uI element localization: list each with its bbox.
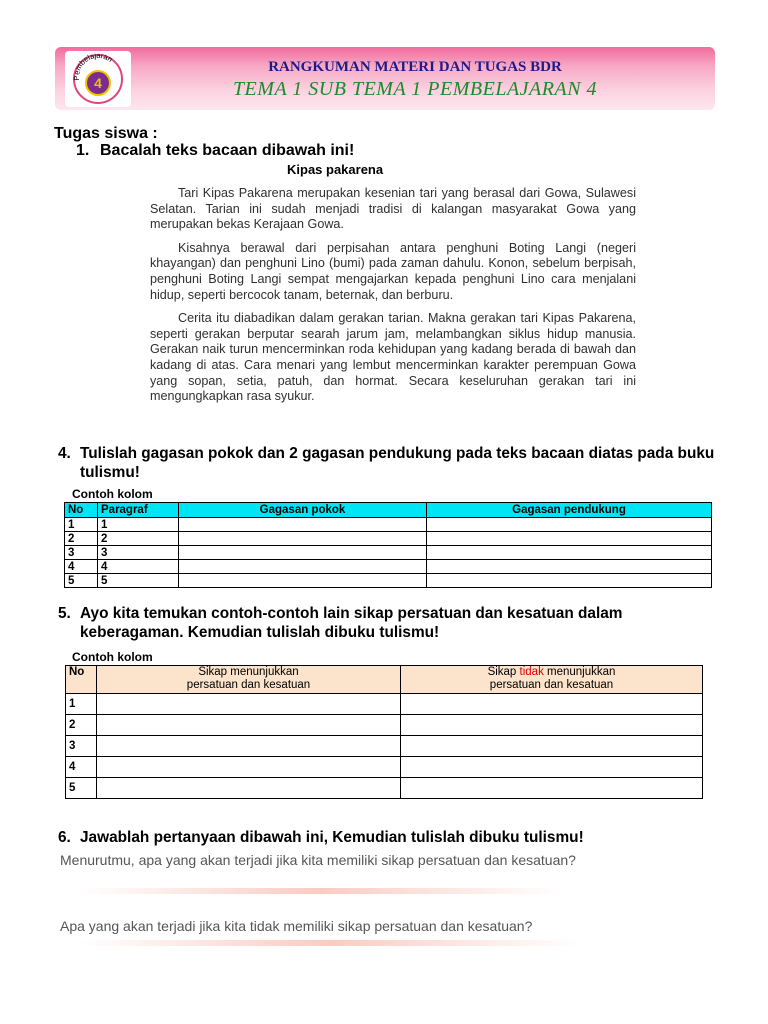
cell-empty[interactable] (427, 546, 712, 560)
cell-empty[interactable] (427, 574, 712, 588)
cell-empty[interactable] (401, 715, 703, 736)
col-gagasan-pendukung: Gagasan pendukung (427, 503, 712, 518)
tugas-label: Tugas siswa : (54, 125, 158, 142)
question-6-number: 6. (58, 829, 71, 846)
table-row (65, 518, 712, 532)
table-row (65, 574, 712, 588)
cell-empty[interactable] (179, 560, 427, 574)
col-gagasan-pokok: Gagasan pokok (179, 503, 427, 518)
cell-paragraf: 2 (98, 532, 179, 546)
cell-no: 5 (65, 574, 98, 588)
story-text (150, 186, 636, 413)
cell-paragraf: 5 (98, 574, 179, 588)
col-no: No (66, 666, 97, 694)
cell-no: 3 (66, 736, 97, 757)
col-no: No (65, 503, 98, 518)
table-row (66, 778, 703, 799)
table-row (65, 560, 712, 574)
col-sikap-tidak-menunjukkan (401, 666, 703, 694)
prompt-1: Menurutmu, apa yang akan terjadi jika kita memiliki sikap persatuan dan kesatuan? (60, 852, 576, 868)
question-5-text: Ayo kita temukan contoh-contoh lain sikap persatuan dan kesatuan dalam keberagaman. Kemudian tulislah dibuku tulismu! (80, 605, 623, 641)
cell-empty[interactable] (179, 546, 427, 560)
table-row (65, 546, 712, 560)
story-paragraph: Cerita itu diabadikan dalam gerakan tarian. Makna gerakan tari Kipas Pakarena, seperti gerakan berputar searah jarum jam, melambangkan siklus hidup manusia. Gerakan naik turun mencerminkan roda kehidupan yang kadang berada di bawah dan kadang di atas. Cara menari yang lembut mencerminkan karakter perempuan Gowa yang sopan, setia, patuh, dan hormat. Secara keseluruhan gerakan tari ini mengungkapkan rasa syukur. (150, 311, 636, 404)
cell-empty[interactable] (427, 518, 712, 532)
cell-paragraf: 3 (98, 546, 179, 560)
table-header-row (66, 666, 703, 694)
cell-empty[interactable] (97, 757, 401, 778)
gagasan-table (64, 502, 712, 588)
question-4-text: Tulislah gagasan pokok dan 2 gagasan pendukung pada teks bacaan diatas pada buku tulismu! (80, 445, 715, 481)
question-1-number: 1. (76, 142, 90, 159)
question-6 (58, 828, 584, 847)
question-1-text: Bacalah teks bacaan dibawah ini! (100, 142, 355, 159)
cell-empty[interactable] (427, 532, 712, 546)
answer-line (80, 940, 580, 946)
table-1-label: Contoh kolom (72, 487, 153, 501)
cell-empty[interactable] (427, 560, 712, 574)
cell-paragraf: 4 (98, 560, 179, 574)
header-banner (55, 47, 715, 110)
col-tidak-line2: persatuan dan kesatuan (489, 679, 614, 691)
cell-empty[interactable] (401, 736, 703, 757)
sikap-table (65, 665, 703, 799)
cell-paragraf: 1 (98, 518, 179, 532)
table-row (65, 532, 712, 546)
question-6-text: Jawablah pertanyaan dibawah ini, Kemudian tulislah dibuku tulismu! (80, 829, 584, 846)
col-tidak-post: menunjukkan (543, 666, 616, 678)
col-sikap-menunjukkan (97, 666, 401, 694)
cell-no: 5 (66, 778, 97, 799)
table-row (66, 715, 703, 736)
answer-line (80, 888, 560, 894)
col-sikap-menunjukkan-line1: Sikap menunjukkan (198, 666, 299, 678)
table-2-label: Contoh kolom (72, 650, 153, 664)
cell-empty[interactable] (179, 574, 427, 588)
cell-no: 4 (66, 757, 97, 778)
prompt-2: Apa yang akan terjadi jika kita tidak memiliki sikap persatuan dan kesatuan? (60, 918, 533, 934)
cell-empty[interactable] (401, 778, 703, 799)
question-1 (76, 142, 354, 160)
story-paragraph: Tari Kipas Pakarena merupakan kesenian tari yang berasal dari Gowa, Sulawesi Selatan. Tarian ini sudah menjadi tradisi di kalangan masyarakat Gowa yang merupakan bekas Kerajaan Gowa. (150, 186, 636, 232)
header-subtitle: TEMA 1 SUB TEMA 1 PEMBELAJARAN 4 (232, 78, 598, 100)
story-paragraph: Kisahnya berawal dari perpisahan antara penghuni Boting Langi (negeri khayangan) dan penghuni Lino (bumi) pada zaman dahulu. Konon, sebelum berpisah, penghuni Boting Langi sempat mengajarkan kepada penghuni Lino cara menjalani hidup, seperti bercocok tanam, beternak, dan berburu. (150, 240, 636, 302)
cell-no: 3 (65, 546, 98, 560)
table-row (66, 757, 703, 778)
header-title: RANGKUMAN MATERI DAN TUGAS BDR (268, 59, 562, 75)
cell-no: 1 (66, 694, 97, 715)
cell-empty[interactable] (401, 757, 703, 778)
cell-no: 1 (65, 518, 98, 532)
question-5-number: 5. (58, 605, 71, 622)
col-tidak-pre: Sikap (487, 666, 520, 678)
col-sikap-menunjukkan-line2: persatuan dan kesatuan (186, 679, 311, 691)
cell-no: 2 (65, 532, 98, 546)
col-paragraf: Paragraf (98, 503, 179, 518)
cell-empty[interactable] (97, 715, 401, 736)
col-tidak-emphasis: tidak (519, 666, 544, 678)
cell-no: 2 (66, 715, 97, 736)
cell-no: 4 (65, 560, 98, 574)
question-4 (58, 444, 720, 482)
cell-empty[interactable] (97, 694, 401, 715)
cell-empty[interactable] (97, 778, 401, 799)
table-row (66, 736, 703, 757)
table-row (66, 694, 703, 715)
cell-empty[interactable] (97, 736, 401, 757)
question-5 (58, 604, 720, 642)
cell-empty[interactable] (179, 532, 427, 546)
badge-text: Pembelajaran (72, 53, 115, 81)
question-4-number: 4. (58, 445, 71, 462)
story-title: Kipas pakarena (287, 162, 384, 177)
cell-empty[interactable] (401, 694, 703, 715)
table-header-row (65, 503, 712, 518)
cell-empty[interactable] (179, 518, 427, 532)
badge-number: 4 (94, 75, 102, 91)
